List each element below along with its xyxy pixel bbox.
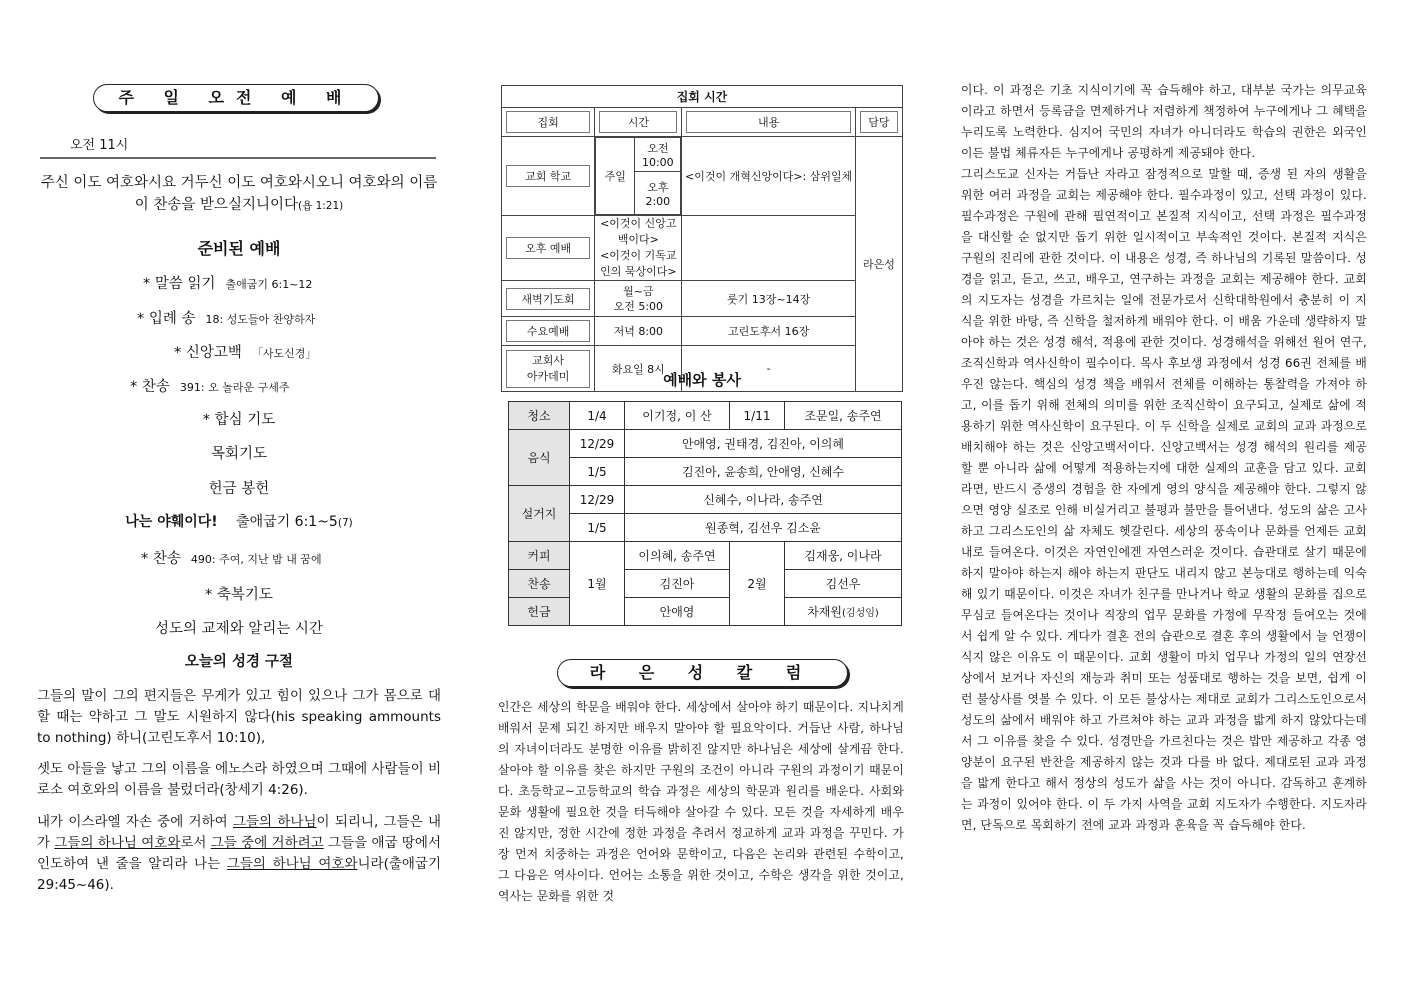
- food-names: 김진아, 윤송희, 안애영, 신혜수: [625, 458, 902, 486]
- column-text-2: 이다. 이 과정은 기초 지식이기에 꼭 습득해야 하고, 대부분 국가는 의무교육이라고 하면서 등록금을 면제하거나 저렴하게 책정하여 누구에게나 그 혜택을 누리도록 노력한다. 심지어 국민의 자녀가 아니더라도 학습의 권한은 외국인이든 불법 체류자든 누구에게나 공평하게 제공돼야 한다.: [961, 83, 1367, 160]
- order-benediction: * 축복기도: [205, 587, 273, 603]
- order-detail: 490: 주여, 지난 밤 내 꿈에: [190, 553, 322, 566]
- verse-text: 니라(출애굽기 29:45~46).: [37, 856, 442, 893]
- order-detail: 18: 성도들아 찬양하자: [205, 313, 316, 326]
- header-leader: 담당: [860, 111, 898, 133]
- coffee-label: 커피: [509, 542, 570, 570]
- clean-label: 청소: [509, 402, 570, 430]
- offering-names: 안애영: [625, 598, 730, 626]
- offering-name-small: (김성임): [841, 608, 879, 619]
- order-hymn2: [141, 547, 322, 568]
- offering-name: 차재원: [807, 605, 842, 619]
- order-label: * 찬송: [130, 379, 170, 395]
- month-1: 1월: [570, 542, 625, 626]
- meeting-name: 수요예배: [506, 320, 590, 342]
- offering-label: 헌금: [509, 598, 570, 626]
- order-offering: 헌금 봉헌: [208, 481, 270, 497]
- dish-date: 12/29: [570, 486, 625, 514]
- verse-text: 내가 이스라엘 자손 중에 거하여: [37, 814, 233, 830]
- food-date: 1/5: [570, 458, 625, 486]
- offering-names-2: [785, 598, 902, 626]
- column-text-3: 그리스도교 신자는 거듭난 자라고 잠정적으로 말할 때, 증생 된 자의 생활을 위한 여러 과정을 교회는 제공해야 한다. 필수과정이 있고, 선택 과정이 있다. 필수과정은 구원에 관해 필연적이고 본질적 지식이고, 선택 과정은 필수과정을 대신할 순 없지만 돕기 위한 일시적이고 부속적인 것이다. 본질적 지식은 구원의 진리에 관한 것이다. 이 내용은 성경, 즉 하나님의 기록된 말씀이다. 성경을 읽고, 듣고, 쓰고, 배우고, 연구하는 과정을 교회는 제공해야 한다. 교회의 지도자는 성경을 가르치는 일에 전문가로서 신학대학원에서 충분히 이 지식을 위한 바탕, 즉 신학을 철저하게 배워야 한다. 이 배움 가운데 생략하지 말아야 하는 것은 성경 해석, 적용에 관한 것이다. 성경해석을 위해선 원어 연구, 조직신학과 역사신학이 필수이다. 목사 후보생 과정에서 성경 66권 전체를 배우진 않는다. 핵심의 성경 책을 배워서 전체를 이해하는 통찰력을 가져야 하고, 이를 돕기 위해 전체의 의미를 위한 조직신학이 요구되고, 실제로 삶에 적용하기 위한 역사신학이 요구된다. 이 두 신학을 실제로 교회의 교과 과정으로 배치해야 하는 것은 신앙고백서이다. 신앙고백서는 성경 해석의 원리를 제공할 뿐 아니라 삶에 어떻게 적용하는지에 대한 실제의 교훈을 담고 있다. 교회라면, 반드시 증생의 경험을 한 자에게 영의 양식을 제공해야 한다. 그렇지 않으면 영양 실조로 인해 비실거리고 불평과 불만을 틀어낸다. 성도의 삶은 고사하고 그리스도인의 삶 자체도 헷갈린다. 세상의 풍속이나 문화를 언제든 교회 내로 들여온다. 이것은 자연인에겐 자연스러운 것이다. 습관대로 살기 때문에 하지 말아야 하는지 해야 하는지 판단도 내리지 않고 본능대로 행하는데 익숙해 있기 때문이다. 이것은 자녀가 친구를 만나거나 학교 생활의 문화를 집으로 무심코 들여온다는 것이나 직장의 업무 문화를 가정에 무작정 들여오는 것에서 쉽게 알 수 있다. 게다가 결혼 전의 습관으로 결혼 후의 생활에서 늘 언쟁이 식지 않은 이유도 이 때문이다. 교회 생활이 마치 업무나 가정의 일의 연장선상에서 보거나 자신의 재능과 취미 또는 성품대로 행하는 것을 보면, 쉽게 이런 불상사를 엿볼 수 있다. 이 모든 불상사는 제대로 교회가 그리스도인으로서 성도의 삶에서 배워야 하고 가르쳐야 하는 교과 과정을 밟게 하지 않았다는데서 그 이유를 찾을 수 있다. 성경만을 가르친다는 것은 밥만 제공하고 각종 영양분이 요구된 반찬을 제공하지 않는 것과 다를 바 없다. 제대로된 교과 과정을 밟게 한다고 해서 정상의 성도가 삶을 사는 것이 아니다. 감독하고 훈계하는 과정이 있어야 한다. 이 두 가지 사역을 교회 지도자가 수행한다. 지도자라면, 단독으로 목회하기 전에 교과 과정과 훈육을 꼭 습득해야 한다.: [961, 167, 1367, 832]
- coffee-names: 이의혜, 송주연: [625, 542, 730, 570]
- worship-time: 오전 11시: [70, 138, 129, 153]
- order-entrance: [137, 307, 315, 328]
- verse-text: 이 되리니, 그들은 내가: [37, 814, 441, 851]
- meeting-time: 오후 2:00: [635, 172, 681, 215]
- verse-underline: 그들의 하나님 여호와: [54, 835, 181, 851]
- meeting-time: 오전 10:00: [635, 138, 681, 172]
- header-meeting: 집회: [506, 111, 590, 133]
- dish-names: 신혜수, 이나라, 송주연: [625, 486, 902, 514]
- meeting-content: <이것이 개혁신앙이다>: 삼위일체: [682, 137, 855, 216]
- order-detail: 출애굽기 6:1~12: [225, 278, 313, 291]
- order-confession: [174, 341, 316, 362]
- section-title: 준비된 예배: [197, 239, 281, 258]
- meeting-name: 오후 예배: [506, 237, 590, 259]
- meeting-content: 룻기 13장~14장: [682, 281, 855, 317]
- verse-2: 셋도 아들을 낳고 그의 이름을 에노스라 하였으며 그때에 사람들이 비로소 여호와의 이름을 불렀더라(창세기 4:26).: [37, 761, 441, 798]
- month-2: 2월: [730, 542, 785, 626]
- call-text: 주신 이도 여호와시요 거두신 이도 여호와시오니 여호와의 이름이 찬송을 받으실지니이다: [40, 175, 438, 213]
- clean-date: 1/4: [570, 402, 625, 430]
- verse-1: 그들의 말이 그의 편지들은 무게가 있고 힘이 있으나 그가 몸으로 대할 때는 약하고 그 말도 시원하지 않다(his speaking ammounts to nothing) 하니(고린도후서 10:10),: [37, 688, 441, 746]
- sermon-ref: 출애굽기 6:1~5: [236, 514, 338, 530]
- meeting-time: 월~금 오전 5:00: [595, 281, 682, 317]
- order-fellowship: 성도의 교제와 알리는 시간: [155, 621, 323, 637]
- verse-text: 로서: [180, 835, 211, 851]
- verse-underline: 그들의 하나님 여호와: [226, 856, 358, 872]
- day-label: 주일: [596, 138, 635, 215]
- food-date: 12/29: [570, 430, 625, 458]
- dish-label: 설거지: [509, 486, 570, 542]
- dish-names: 원종혁, 김선우 김소윤: [625, 514, 902, 542]
- order-detail: 391: 오 놀라운 구세주: [179, 381, 290, 394]
- clean-date: 1/11: [730, 402, 785, 430]
- meeting-name: 교회사 아카데미: [506, 350, 590, 388]
- order-hymn: [130, 375, 289, 396]
- schedule-title: 집회 시간: [502, 86, 903, 108]
- header-time: 시간: [599, 111, 677, 133]
- schedule-table: [501, 85, 903, 392]
- divider: [40, 157, 436, 159]
- verse-underline: 그들 중에 거하려고: [210, 835, 324, 851]
- coffee-names: 김재웅, 이나라: [785, 542, 902, 570]
- order-detail: 「사도신경」: [251, 347, 317, 360]
- order-reading: [143, 272, 312, 293]
- service-table: [508, 401, 902, 626]
- call-to-worship: [34, 172, 444, 217]
- column-text-1: 인간은 세상의 학문을 배워야 한다. 세상에서 살아야 하기 때문이다. 지나치게 배워서 문제 되긴 하지만 배우지 말아야 할 필요악이다. 거듭난 사람, 하나님의 자녀이더라도 분명한 이유를 밝히진 않지만 하나님은 세상에 살게끔 한다. 살아야 할 이유를 찾은 하지만 구원의 조건이 아니라 구원의 과정이기 때문이다. 초등학교~고등학교의 학습 과정은 세상의 학문과 원리를 배운다. 사회와 문화 생활에 필요한 것을 터득해야 살아갈 수 있다. 모든 것을 자세하게 배우진 않지만, 정한 시간에 정한 과정을 추려서 정교하게 교과 과정을 꾸민다. 가장 먼저 치중하는 과정은 언어와 문학이고, 다음은 논리와 관련된 수학이고, 그 다음은 역사이다. 언어는 소통을 위한 것이고, 수학은 생각을 위한 것이고, 역사는 문화를 위한 것: [498, 700, 904, 903]
- verse-3: [37, 812, 441, 896]
- order-prayer: * 합심 기도: [202, 412, 276, 428]
- meeting-name: 새벽기도회: [506, 288, 590, 310]
- clean-names: 조문일, 송주연: [785, 402, 902, 430]
- meeting-time: 화요일 8시: [595, 346, 682, 392]
- clean-names: 이기정, 이 산: [625, 402, 730, 430]
- meeting-content: -: [682, 346, 855, 392]
- meeting-content: <이것이 신앙고백이다> <이것이 기독교인의 묵상이다>: [595, 216, 682, 281]
- sermon-ref-small: (7): [337, 517, 353, 529]
- worship-banner: 주 일 오전 예 배: [93, 84, 379, 112]
- sermon: [34, 511, 444, 531]
- praise-names: 김진아: [625, 570, 730, 598]
- call-ref: (욥 1:21): [298, 200, 344, 212]
- column-banner: 라 은 성 칼 럼: [557, 659, 848, 687]
- sermon-title: 나는 야훼이다!: [125, 514, 218, 530]
- praise-names: 김선우: [785, 570, 902, 598]
- meeting-time: 저녁 8:00: [595, 317, 682, 346]
- order-pastoral-prayer: 목회기도: [210, 446, 268, 462]
- praise-label: 찬송: [509, 570, 570, 598]
- order-label: * 찬송: [141, 551, 181, 567]
- meeting-name: 교회 학교: [506, 165, 590, 187]
- service-title: 예배와 봉사: [663, 371, 741, 389]
- dish-date: 1/5: [570, 514, 625, 542]
- food-label: 음식: [509, 430, 570, 486]
- verse-underline: 그들의 하나님: [232, 814, 317, 830]
- header-content: 내용: [686, 111, 850, 133]
- food-names: 안애영, 권태경, 김진아, 이의혜: [625, 430, 902, 458]
- order-label: * 말씀 읽기: [143, 276, 216, 292]
- verse-text: 그들을 애굽 땅에서 인도하여 낸 줄을 알리라 나는: [37, 835, 442, 872]
- meeting-content: 고린도후서 16장: [682, 317, 855, 346]
- leader-name: 라은성: [855, 137, 902, 392]
- order-label: * 신앙고백: [174, 345, 242, 361]
- verse-title: 오늘의 성경 구절: [184, 654, 294, 670]
- order-label: * 입례 송: [137, 311, 196, 327]
